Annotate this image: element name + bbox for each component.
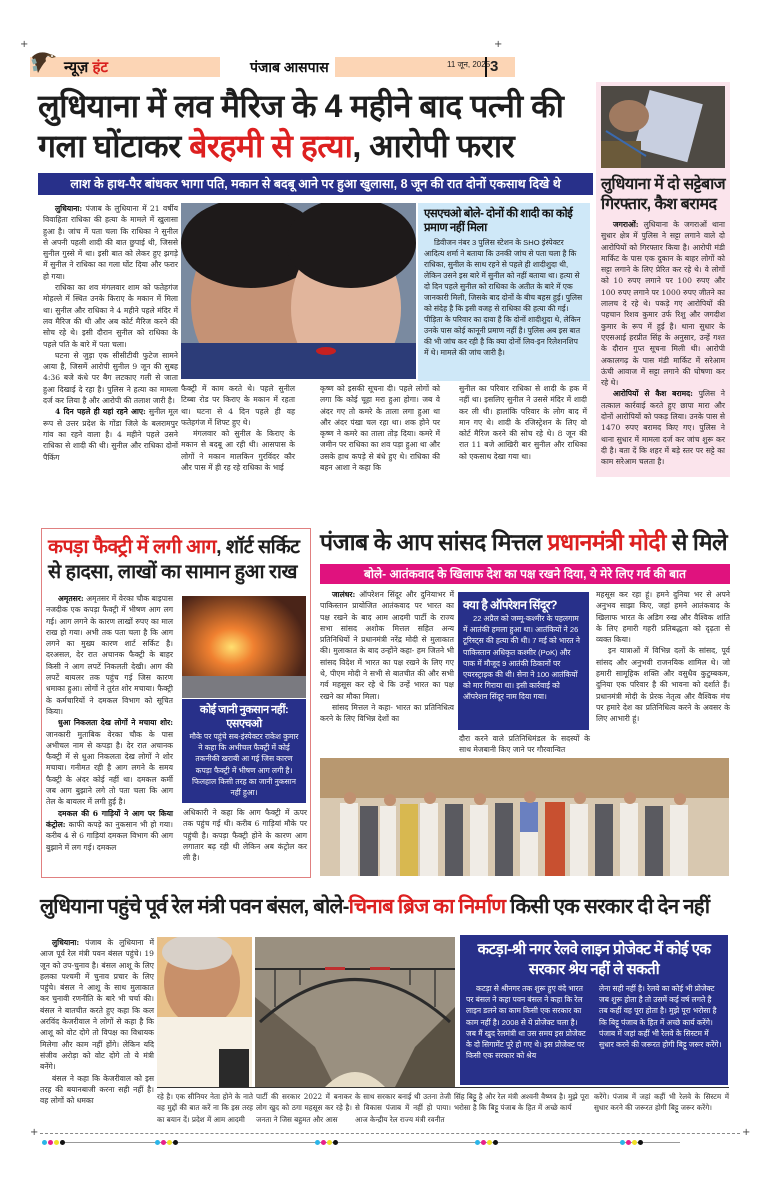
headline-highlight: चिनाब ब्रिज का निर्माण xyxy=(348,895,506,918)
paragraph-text: घटना से जुड़ा एक सीसीटीवी फुटेज सामने आया है, जिसमें आरोपी सुनील 9 जून की सुबह 4:36 बजे कंधे पर बैग लटकाए गली से जाता हुआ दिखाई दे रहा है। पुलिस ने हत्या का मामला दर्ज कर लिया है और आरोपी की तलाश जारी है। xyxy=(43,350,178,406)
headline-highlight: बेरहमी से हत्या xyxy=(189,128,353,164)
sidebox-title: एसएचओ बोले- दोनों की शादी का कोई प्रमाण नहीं मिला xyxy=(424,208,573,234)
photo-betting-slip xyxy=(601,86,725,168)
paragraph xyxy=(46,717,173,807)
fire-story-box xyxy=(41,528,311,878)
crop-mark-bottom-left: + xyxy=(30,1127,39,1138)
operation-sindoor-title: क्या है ऑपरेशन सिंदूर? xyxy=(463,598,558,612)
eagle-logo-icon xyxy=(30,47,60,77)
bansal-divider xyxy=(157,1087,729,1088)
paragraph xyxy=(46,808,173,853)
bansal-headline xyxy=(40,893,740,921)
paragraph xyxy=(601,219,725,388)
headline-part: पंजाब के आप सांसद मित्तल xyxy=(320,529,548,555)
paragraph-text: अमृतसर में वेरका चौक बाइपास नजदीक एक कपड़ा फैक्ट्री में भीषण आग लग गई। आग लगने के कारण लाखों रुपए का माल राख हो गया। अभी तक पता चला है कि आग लगने का मुख्य कारण शार्ट सर्किट है। दरअसल, देर रात अचानक फैक्ट्री के बाहर किसी ने आग लपटें निकलती देखी। आग की लपटें बायलर तक पहुंच गई जिस कारण धमाका हुआ। लोगों ने तुरंत शोर मचाया। फैक्ट्री के कर्मचारियों ने दमकल विभाग को सूचित किया। xyxy=(46,594,173,716)
photo-pawan-bansal xyxy=(157,937,252,1087)
color-registration-marks xyxy=(42,1140,65,1146)
paragraph: महसूस कर रहा हूं। हमने दुनिया भर से अपने अनुभव साझा किए, जहां हमने आतंकवाद के खिलाफ भारत के अडिग रुख और वैश्विक शांति के लिए हमारी गहरी प्रतिबद्धता को दृढ़ता से व्यक्त किया। xyxy=(596,590,730,645)
color-registration-marks xyxy=(620,1140,643,1146)
paragraph-text: जानकारी मुताबिक वेरका चौक के पास अभीचल नाम से कपड़ा है। देर रात अचानक फैक्ट्री में से धुआ निकलता देख लोगों ने शोर मचाया। गनीमत रही है आग लगने के समय फैक्ट्री के अंदर कोई नहीं था। दमकल कर्मी जब आग बुझाने लगे तो पता चला कि आग तेल के बायलर में लगी हुई है। xyxy=(46,729,173,807)
fire-sho-box-text: मौके पर पहुंचे सब-इंस्पेक्टर राकेश कुमार ने कहा कि अभीचल फैक्ट्री में कोई तकनीकी खराबी आ गई जिस कारण कपड़ा फैक्ट्री में भीषण आग लगी है। फिलहाल किसी तरह का जानी नुकसान नहीं हुआ। xyxy=(189,732,299,798)
paragraph: बंसल ने कहा कि केजरीवाल को इस तरह की बयानबाजी करना सही नहीं है। वह लोगों को धमका xyxy=(40,1073,154,1106)
fire-story-col1 xyxy=(46,593,173,853)
mittal-col2: दौरा करने वाले प्रतिनिधिमंडल के सदस्यों के साथ मेजबानी किए जाने पर गौरवान्वित xyxy=(459,734,590,755)
headline-part: गला घोंटाकर xyxy=(38,128,190,164)
subhead: 4 दिन पहले ही यहां रहने आए: xyxy=(55,407,146,417)
subhead: धुआ निकलता देख लोगों ने मचाया शोर: xyxy=(58,718,173,728)
headline-highlight: प्रधानमंत्री मोदी xyxy=(547,529,667,555)
dateline: लुधियाना: xyxy=(52,938,80,947)
katra-box-columns xyxy=(466,983,722,1061)
headline-part: , शॉर्ट सर्किट से हादसा, लाखों का सामान हुआ राख xyxy=(48,536,300,583)
paragraph-text: काफी कपड़े का नुकसान भी हो गया। करीब 4 से 6 गाड़ियां दमकल विभाग की आग बुझाने में लग गई। दमकल xyxy=(46,819,173,852)
section-title: पंजाब आसपास xyxy=(250,59,329,75)
headline-part: , आरोपी फरार xyxy=(352,128,515,164)
photo-couple xyxy=(181,203,416,379)
sidebox-text: डिवीजन नंबर 3 पुलिस स्टेशन के SHO इंस्पेक्टर आदित्य शर्मा ने बताया कि उनकी जांच से पता चला है कि राधिका, सुनील के साथ रहने से पहले ही शादीशुदा थी, लेकिन उसने इस बारे में सुनील को नहीं बताया था। हत्या से दो दिन पहले सुनील को राधिका के अतीत के बारे में एक जानकारी मिली, जिसके बाद दोनों के बीच बहस हुई। पुलिस को संदेह है कि इसी वजह से राधिका की हत्या की गई।पीड़िता के परिवार का दावा है कि दोनों शादीशुदा थे, लेकिन उनके पास कोई कानूनी प्रमाण नहीं है। पुलिस अब इस बात की भी जांच कर रही है कि क्या दोनों लिव-इन रिलेशनशिप में थे। मामले की जांच जारी है। xyxy=(424,238,583,357)
betting-slip-photo-illustration xyxy=(601,86,725,168)
mittal-col3 xyxy=(596,589,730,725)
paragraph-text: ऑपरेशन सिंदूर और दुनियाभर में पाकिस्तान प्रायोजित आतंकवाद पर भारत का पक्ष रखने के बाद आम आदमी पार्टी के राज्य सभा सांसद अशोक मित्तल सहित अन्य प्रतिनिधियों ने प्रधानमंत्री नरेंद्र मोदी से मुलाकात की। मुलाकात के बाद उन्होंने कहा- हम जितने भी सांसद विदेश में भारत का पक्ष रखने के लिए गए थे, पीएम मोदी ने सभी से बातचीत की और सभी गर्व महसूस कर रहे थे कि उन्हें भारत का पक्ष रखने का मौका मिला। xyxy=(320,590,454,701)
dateline: लुधियाना: xyxy=(55,204,83,213)
logo-word-hunt: हंट xyxy=(92,59,108,76)
mittal-subheadline-banner: बोले- आतंकवाद के खिलाफ देश का पक्ष रखने दिया, ये मेरे लिए गर्व की बात xyxy=(320,564,730,584)
katra-box-title: कटड़ा-श्री नगर रेलवे लाइन प्रोजेक्ट में कोई एक सरकार श्रेय नहीं ले सकती xyxy=(477,941,711,978)
mittal-headline xyxy=(320,527,740,557)
paragraph-text: लुधियाना के जगराओं थाना सुधार क्षेत्र में पुलिस ने सट्टा लगाने वाले दो आरोपियों को गिरफ्तार किया है। आरोपी मंडी मार्किट के पास एक दुकान के बाहर लोगों को सट्टा लगाने के लिए प्रेरित कर रहे थे। वे लोगों को 10 रुपए लगाने पर 100 रुपए और 100 रुपए लगाने पर 1000 रुपए जीतने का लालच दे रहे थे। पकड़े गए आरोपियों की पहचान रिशव कुमार उर्फ रिशु और जगदीश कुमार के रूप में हुई है। थाना सुधार के एएसआई हरप्रीत सिंह के अनुसार, उन्हें गश्त के दौरान गुप्त सूचना मिली थी। आरोपी अकालगढ़ के पास मंडी मार्किट में सरेआम ऊंची आवाज में सट्टा लगाने की घोषणा कर रहे थे। xyxy=(601,220,725,388)
photo-mps-with-pm xyxy=(320,758,729,876)
sho-sidebox xyxy=(418,203,590,381)
satta-headline: लुधियाना में दो सट्टेबाज गिरफ्तार, कैश बरामद xyxy=(601,176,726,213)
fire-headline xyxy=(48,535,310,585)
paragraph-text: सुनील मूल रूप से उत्तर प्रदेश के गोंडा जिले के बलरामपुर गांव का रहने वाला है। 4 महीने पहले उसने राधिका से शादी की थी। सुनील और राधिका दोनों पैकिंग xyxy=(43,407,178,462)
bansal-bottom-col2: पार्टी की सरकार 2022 में बनाकर लोग खुद को ठगा महसूस कर रहे है। जनता ने जिस बहुमत और आस xyxy=(256,1092,352,1124)
paragraph: मंगलवार को सुनील के किराए के मकान से बदबू आ रही थी। आसपास के लोगों ने मकान मालकिन गुरविंदर कौर और पास में ही रह रहे राधिका के भाई xyxy=(181,429,295,473)
main-headline-line2 xyxy=(38,126,593,166)
headline-part: किसी एक सरकार दी देन नहीं xyxy=(505,895,710,918)
bansal-bottom-col5: करेंगे। पंजाब में जहां कहीं भी रेलवे के सिस्टम में सुधार करने की जरूरत होगी बिट्टू जरूर करेंगे। xyxy=(594,1092,729,1113)
subhead: आरोपियों से कैश बरामद: xyxy=(613,389,693,399)
paragraph-text: पंजाब के लुधियाना में आज पूर्व रेल मंत्री पवन बंसल पहुंचे। 19 जून को उप-चुनाव है। बंसल आशू के लिए हलका पश्चमी में चुनाव प्रचार के लिए पहुंचे। बंसल ने आशू के साथ मुलाकात कर चुनावी रणनीति के बारे भी चर्चा की। बंसल ने बातचीत करते हुए कहा कि कल अरविंद केजरीवाल ने लोगों से कहा है कि आशू को वोट दोगे तो विपक्ष का विधायक मिलेगा और काम नहीं होंगे। लेकिन यदि संजीव अरोड़ा को वोट दोगे तो ये मंत्री बनेंगे। xyxy=(40,938,154,1072)
paragraph-text: राधिका का शव मंगलवार शाम को फतेहगंज मोहल्ले में स्थित उनके किराए के मकान में मिला था। सुनील और राधिका ने 4 महीने पहले मंदिर में लव मैरिज की थी और अब कोर्ट मैरिज करने की सोच रहे थे। इसी दौरान सुनील को राधिका के पहले पति के बारे में पता चला। xyxy=(43,283,178,349)
paragraph xyxy=(46,593,173,717)
paragraph: इन यात्राओं में विभिन्न दलों के सांसद, पूर्व सांसद और अनुभवी राजनयिक शामिल थे। जो हमारी सामूहिक शक्ति और वसुधैव कुटुम्बकम, दुनिया एक परिवार है की भावना को दर्शाते हैं। प्रधानमंत्री मोदी के प्रेरक नेतृत्व और वैश्विक मंच पर हमारे देश का प्रतिनिधित्व करने के अवसर के लिए आभारी हूं। xyxy=(596,646,730,724)
paragraph xyxy=(320,589,454,702)
bansal-bottom-col4: सिंह बिट्टू है और रेल मंत्री अश्वनी वैष्णव है। मुझे पूरा भरोसा है कि बिट्टू पंजाब के हित में अच्छे कार्य xyxy=(454,1092,589,1113)
fire-sho-box-title: कोई जानी नुकसान नहीं: एसएचओ xyxy=(199,704,289,730)
bansal-col1 xyxy=(40,937,154,1106)
paragraph xyxy=(43,203,178,282)
crop-mark-top-right: + xyxy=(494,39,503,50)
katra-srinagar-box xyxy=(460,935,728,1085)
paragraph xyxy=(43,350,178,406)
bansal-portrait-illustration xyxy=(157,937,252,1087)
operation-sindoor-box xyxy=(458,592,589,730)
logo-wordmark xyxy=(64,57,108,77)
bansal-bottom-col1: रहे है। एक सीनियर नेता होने के नाते वह मुद्दों की बात करें ना कि इस तरह का बयान दें। प्रदेश में आम आदमी xyxy=(157,1092,253,1124)
katra-box-col1: कटड़ा से श्रीनगर तक शुरू हुए वंदे भारत पर बंसल ने कहा पवन बंसल ने कहा कि रेल लाइन डलने का काम किसी एक सरकार का काम नहीं है। 2008 से ये प्रोजेक्ट चला है। जब मैं खुद रेलमंत्री था उस समय इस प्रोजेक्ट के दो सिगामेंट पूरे हो गए थे। इस प्रोजेक्ट पर किसी एक सरकार को श्रेय xyxy=(466,984,586,1061)
registration-rule xyxy=(60,1142,680,1143)
paragraph-text: पंजाब के लुधियाना में 21 वर्षीय विवाहिता राधिका की हत्या के मामले में खुलासा हुआ है। जांच में पता चला कि राधिका ने सुनील से अपनी पहली शादी की बात छुपाई थी, जिससे सुनील गुस्से में था। इसी बात को लेकर हुए झगड़े में सुनील ने राधिका का गला घोंट दिया और फरार हो गया। xyxy=(43,204,178,281)
fire-photo-illustration xyxy=(182,596,306,698)
issue-date: 11 जून, 2025 xyxy=(447,60,491,69)
bansal-bottom-col3: के साथ सरकार बनाई थी उतना तेजी से विकास पंजाब में नहीं हो पाया। आज केन्द्रीय रेल राज्य मंत्री रवनीत xyxy=(355,1092,451,1124)
paragraph xyxy=(43,406,178,462)
page-number: 3 xyxy=(485,57,498,77)
dateline: जगराओं: xyxy=(613,220,639,229)
group-photo-illustration xyxy=(320,758,729,876)
main-headline-line1: लुधियाना में लव मैरिज के 4 महीने बाद पत्नी की xyxy=(38,88,564,124)
paragraph: सांसद मित्तल ने कहा- भारत का प्रतिनिधित्व करने के लिए विभिन्न देशों का xyxy=(320,702,454,724)
main-story-col2 xyxy=(181,383,295,473)
katra-box-col2: लेना सही नहीं है। रेलवे का कोई भी प्रोजेक्ट जब शुरू होता है तो उसमें कई वर्ष लगते है तब कहीं वह पूरा होता है। मुझे पूरा भरोसा है कि बिट्टू पंजाब के हित में अच्छे कार्य करेंगे। पंजाब में जहां कहीं भी रेलवे के सिस्टम में सुधार करने की जरूरत होगी बिट्टू जरूर करेंगे। xyxy=(599,984,722,1050)
headline-highlight: कपड़ा फैक्ट्री में लगी आग xyxy=(48,536,217,558)
chenab-bridge-illustration xyxy=(255,937,455,1087)
color-registration-marks xyxy=(475,1140,498,1146)
dateline: अमृतसर: xyxy=(58,594,84,603)
color-registration-marks xyxy=(315,1140,338,1146)
satta-story-body xyxy=(601,219,725,468)
mittal-col1 xyxy=(320,589,454,725)
main-subheadline-banner: लाश के हाथ-पैर बांधकर भागा पति, मकान से बदबू आने पर हुआ खुलासा, 8 जून की रात दोनों एकसाथ दिखे थे xyxy=(38,173,593,195)
crop-mark-bottom-right: + xyxy=(742,1127,751,1138)
trim-line xyxy=(40,1133,740,1134)
fire-story-col2: अधिकारी ने कहा कि आग फैक्ट्री में ऊपर तक पहुंच गई थी। करीब 6 गाड़ियां मौके पर पहुंची है। कपड़ा फैक्ट्री होने के कारण आग लगातार बढ़ रही थी लेकिन अब कंट्रोल कर ली है। xyxy=(183,808,307,863)
main-story-col4: सुनील का परिवार राधिका से शादी के हक में नहीं था। इसलिए सुनील ने उससे मंदिर में शादी कर ली थी। हालांकि परिवार के लोग बाद में मान गए थे। शादी के रजिस्ट्रेशन के लिए वो कोर्ट मैरिज करने की सोच रहे थे। 8 जून की रात 11 बजे आखिरी बार सुनील और राधिका को एकसाथ देखा गया था। xyxy=(459,384,587,461)
paragraph xyxy=(601,388,725,467)
main-story-col3: कृष्ण को इसकी सूचना दी। पहले लोगों को लगा कि कोई चूहा मरा हुआ होगा। जब वे अंदर गए तो कमरे के ताला लगा हुआ था और अंदर पंखा चल रहा था। शक होने पर कृष्ण ने कमरे का ताला तोड़ दिया। कमरे में जमीन पर राधिका का शव पड़ा हुआ था और उसके हाथ कपड़े से बंधे हुए थे। राधिका की बहन आशा ने कहा कि xyxy=(320,384,440,473)
dateline: जालंधर: xyxy=(332,590,356,599)
masthead xyxy=(30,57,493,77)
photo-chenab-bridge xyxy=(255,937,455,1087)
headline-part: से मिले xyxy=(666,529,728,555)
paragraph: फैक्ट्री में काम करते थे। पहले सुनील टिब्बा रोड पर किराए के मकान में रहता था। घटना से 4 दिन पहले ही वह फतेहगंज में शिफ्ट हुए थे। xyxy=(181,384,295,427)
headline-part: लुधियाना पहुंचे पूर्व रेल मंत्री पवन बंसल, बोले- xyxy=(40,895,349,918)
color-registration-marks xyxy=(155,1140,178,1146)
paragraph xyxy=(43,282,178,350)
main-story-col1 xyxy=(43,203,178,463)
crop-mark-top-left: + xyxy=(20,39,29,50)
paragraph xyxy=(40,937,154,1073)
couple-photo-illustration xyxy=(181,203,416,379)
operation-sindoor-text: 22 अप्रैल को जम्मू-कश्मीर के पहलगाम में आतंकी हमला हुआ था। आतंकियों ने 26 टूरिस्ट्स की हत्या की थी। 7 मई को भारत ने पाकिस्तान अधिकृत कश्मीर (PoK) और पाक में मौजूद 9 आतंकी ठिकानों पर एयरस्ट्राइक की थी। सेना ने 100 आतंकियों को मार गिराया था। इसी कार्रवाई को ऑपरेशन सिंदूर नाम दिया गया। xyxy=(463,614,580,702)
paragraph-text: पुलिस ने तत्काल कार्रवाई करते हुए छापा मारा और दोनों आरोपियों को पकड़ लिया। उनके पास से 1470 रुपए बरामद किए गए। पुलिस ने थाना सुधार में मामला दर्ज कर जांच शुरू कर दी है। बता दें कि शहर में बड़े स्तर पर सट्टे का काम सरेआम चलता है। xyxy=(601,389,725,467)
main-headline xyxy=(38,86,593,166)
subhead: दमकल की 6 गाड़ियों ने आग पर किया कंट्रोल: xyxy=(46,808,173,829)
satta-story-box xyxy=(596,82,730,477)
photo-factory-fire xyxy=(182,596,306,698)
logo-word-news: न्यूज़ xyxy=(64,59,89,76)
fire-sho-box xyxy=(182,699,306,803)
